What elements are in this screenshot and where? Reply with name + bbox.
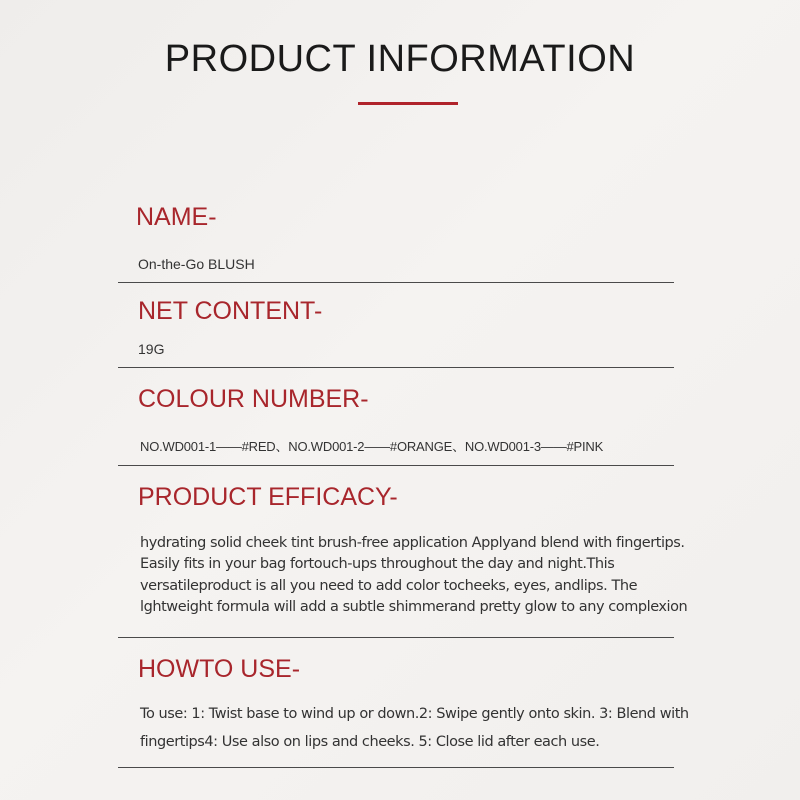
net-content-heading: NET CONTENT-	[138, 297, 323, 325]
product-efficacy-line: lghtweight formula will add a subtle shimmerand pretty glow to any complexion	[140, 599, 688, 615]
product-efficacy-heading: PRODUCT EFFICACY-	[138, 483, 398, 511]
how-to-use-line: fingertips4: Use also on lips and cheeks. 5: Close lid after each use.	[140, 734, 600, 750]
how-to-use-heading: HOWTO USE-	[138, 655, 301, 683]
product-efficacy-divider	[118, 637, 674, 638]
net-content-value: 19G	[138, 341, 165, 357]
name-value: On-the-Go BLUSH	[138, 256, 255, 272]
colour-number-heading: COLOUR NUMBER-	[138, 385, 369, 413]
colour-number-value: NO.WD001-1——#RED、NO.WD001-2——#ORANGE、NO.WD001-3——#PINK	[140, 439, 604, 454]
net-content-divider	[118, 367, 674, 368]
colour-number-divider	[118, 465, 674, 466]
name-heading: NAME-	[136, 203, 217, 231]
page-title: PRODUCT INFORMATION	[164, 38, 636, 80]
title-underline-divider	[358, 102, 458, 105]
product-efficacy-line: Easily fits in your bag fortouch-ups throughout the day and night.This	[140, 556, 615, 572]
how-to-use-line: To use: 1: Twist base to wind up or down.2: Swipe gently onto skin. 3: Blend with	[140, 706, 689, 722]
how-to-use-divider	[118, 767, 674, 768]
product-efficacy-line: hydrating solid cheek tint brush-free application Applyand blend with fingertips.	[140, 535, 685, 551]
name-divider	[118, 282, 674, 283]
product-efficacy-line: versatileproduct is all you need to add color tocheeks, eyes, andlips. The	[140, 578, 638, 594]
